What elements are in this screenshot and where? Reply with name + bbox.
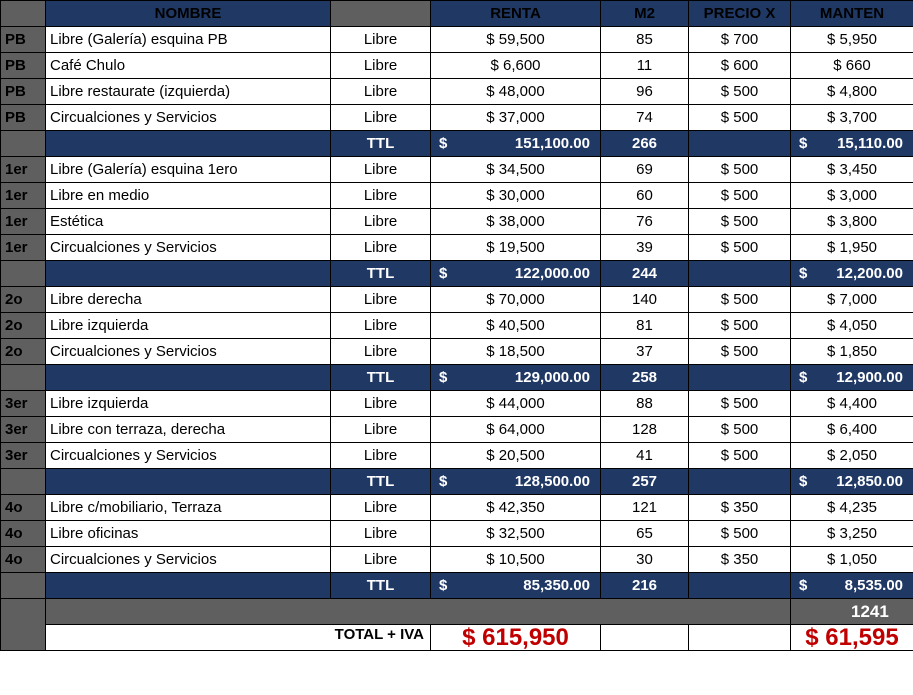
grand-total-row xyxy=(1,625,913,651)
unit-m2: 11 xyxy=(601,53,689,79)
subtotal-manten-currency: $ xyxy=(799,265,808,282)
table-row xyxy=(1,53,913,79)
unit-renta: $ 38,000 xyxy=(431,209,601,235)
subtotal-precio-cell xyxy=(689,469,791,495)
unit-manten: $ 3,700 xyxy=(791,105,913,131)
header-m2: M2 xyxy=(601,1,689,27)
unit-status: Libre xyxy=(331,313,431,339)
table-row xyxy=(1,443,913,469)
total-m2: 1241 xyxy=(791,599,913,625)
subtotal-manten xyxy=(791,469,913,495)
floor-tag: 2o xyxy=(1,313,46,339)
unit-renta: $ 40,500 xyxy=(431,313,601,339)
subtotal-row xyxy=(1,469,913,495)
unit-name: Circualciones y Servicios xyxy=(46,339,331,365)
unit-precio: $ 500 xyxy=(689,339,791,365)
subtotal-renta xyxy=(431,469,601,495)
subtotal-renta-value: 128,500.00 xyxy=(514,473,590,490)
unit-renta: $ 34,500 xyxy=(431,157,601,183)
table-row xyxy=(1,209,913,235)
unit-precio: $ 500 xyxy=(689,287,791,313)
unit-status: Libre xyxy=(331,27,431,53)
subtotal-row xyxy=(1,131,913,157)
total-renta: $ 615,950 xyxy=(431,625,601,651)
unit-precio: $ 500 xyxy=(689,105,791,131)
unit-status: Libre xyxy=(331,105,431,131)
floor-tag: 1er xyxy=(1,157,46,183)
unit-status: Libre xyxy=(331,391,431,417)
table-row xyxy=(1,287,913,313)
unit-manten: $ 3,000 xyxy=(791,183,913,209)
subtotal-renta xyxy=(431,261,601,287)
subtotal-manten xyxy=(791,261,913,287)
subtotal-renta-value: 151,100.00 xyxy=(514,135,590,152)
subtotal-manten-currency: $ xyxy=(799,577,808,594)
unit-name: Libre restaurate (izquierda) xyxy=(46,79,331,105)
total-precio-blank xyxy=(689,625,791,651)
table-row xyxy=(1,183,913,209)
subtotal-manten xyxy=(791,365,913,391)
unit-name: Libre derecha xyxy=(46,287,331,313)
unit-name: Circualciones y Servicios xyxy=(46,105,331,131)
unit-manten: $ 4,400 xyxy=(791,391,913,417)
subtotal-m2: 244 xyxy=(601,261,689,287)
subtotal-manten-currency: $ xyxy=(799,369,808,386)
unit-renta: $ 18,500 xyxy=(431,339,601,365)
unit-name: Circualciones y Servicios xyxy=(46,443,331,469)
unit-status: Libre xyxy=(331,235,431,261)
unit-precio: $ 500 xyxy=(689,209,791,235)
unit-m2: 85 xyxy=(601,27,689,53)
unit-precio: $ 500 xyxy=(689,157,791,183)
subtotal-m2: 257 xyxy=(601,469,689,495)
floor-tag: 2o xyxy=(1,287,46,313)
unit-manten: $ 3,450 xyxy=(791,157,913,183)
subtotal-name-cell xyxy=(46,469,331,495)
total-manten: $ 61,595 xyxy=(791,625,913,651)
unit-precio: $ 500 xyxy=(689,79,791,105)
unit-precio: $ 500 xyxy=(689,183,791,209)
subtotal-label: TTL xyxy=(331,261,431,287)
table-row xyxy=(1,157,913,183)
unit-renta: $ 20,500 xyxy=(431,443,601,469)
unit-name: Café Chulo xyxy=(46,53,331,79)
unit-status: Libre xyxy=(331,53,431,79)
subtotal-precio-cell xyxy=(689,261,791,287)
unit-renta: $ 32,500 xyxy=(431,521,601,547)
unit-precio: $ 500 xyxy=(689,443,791,469)
unit-precio: $ 500 xyxy=(689,521,791,547)
subtotal-row xyxy=(1,573,913,599)
unit-status: Libre xyxy=(331,157,431,183)
unit-precio: $ 350 xyxy=(689,495,791,521)
floor-tag: PB xyxy=(1,27,46,53)
unit-status: Libre xyxy=(331,339,431,365)
unit-manten: $ 3,250 xyxy=(791,521,913,547)
header-precio: PRECIO X xyxy=(689,1,791,27)
unit-m2: 65 xyxy=(601,521,689,547)
subtotal-renta-currency: $ xyxy=(439,135,448,152)
unit-status: Libre xyxy=(331,287,431,313)
subtotal-floor-cell xyxy=(1,261,46,287)
total-m2-blank xyxy=(601,625,689,651)
unit-renta: $ 59,500 xyxy=(431,27,601,53)
subtotal-renta xyxy=(431,365,601,391)
subtotal-renta-currency: $ xyxy=(439,369,448,386)
unit-m2: 60 xyxy=(601,183,689,209)
table-row xyxy=(1,495,913,521)
floor-tag: 4o xyxy=(1,521,46,547)
unit-status: Libre xyxy=(331,547,431,573)
subtotal-precio-cell xyxy=(689,365,791,391)
subtotal-label: TTL xyxy=(331,469,431,495)
unit-renta: $ 64,000 xyxy=(431,417,601,443)
unit-name: Libre en medio xyxy=(46,183,331,209)
table-row xyxy=(1,391,913,417)
summary-floor-cell xyxy=(1,599,46,651)
subtotal-m2: 266 xyxy=(601,131,689,157)
unit-status: Libre xyxy=(331,443,431,469)
subtotal-renta-value: 129,000.00 xyxy=(514,369,590,386)
floor-tag: 3er xyxy=(1,417,46,443)
floor-tag: PB xyxy=(1,105,46,131)
table-row xyxy=(1,27,913,53)
unit-status: Libre xyxy=(331,521,431,547)
unit-m2: 41 xyxy=(601,443,689,469)
table-row xyxy=(1,105,913,131)
subtotal-manten-value: 12,900.00 xyxy=(836,369,903,386)
unit-m2: 69 xyxy=(601,157,689,183)
table-row xyxy=(1,79,913,105)
subtotal-renta-currency: $ xyxy=(439,473,448,490)
subtotal-floor-cell xyxy=(1,365,46,391)
unit-m2: 76 xyxy=(601,209,689,235)
header-floor-cell xyxy=(1,1,46,27)
header-manten: MANTEN xyxy=(791,1,913,27)
unit-precio: $ 350 xyxy=(689,547,791,573)
floor-tag: 4o xyxy=(1,547,46,573)
unit-manten: $ 1,950 xyxy=(791,235,913,261)
unit-renta: $ 30,000 xyxy=(431,183,601,209)
subtotal-name-cell xyxy=(46,573,331,599)
subtotal-manten-currency: $ xyxy=(799,473,808,490)
subtotal-manten-value: 15,110.00 xyxy=(837,135,903,152)
unit-m2: 39 xyxy=(601,235,689,261)
unit-m2: 88 xyxy=(601,391,689,417)
subtotal-manten-value: 12,850.00 xyxy=(836,473,903,490)
subtotal-label: TTL xyxy=(331,573,431,599)
subtotal-m2: 216 xyxy=(601,573,689,599)
unit-name: Circualciones y Servicios xyxy=(46,547,331,573)
unit-name: Libre c/mobiliario, Terraza xyxy=(46,495,331,521)
unit-manten: $ 3,800 xyxy=(791,209,913,235)
header-status-cell xyxy=(331,1,431,27)
subtotal-renta-currency: $ xyxy=(439,265,448,282)
summary-band xyxy=(46,599,791,625)
subtotal-renta-currency: $ xyxy=(439,577,448,594)
floor-tag: 1er xyxy=(1,183,46,209)
table-row xyxy=(1,235,913,261)
floor-tag: 2o xyxy=(1,339,46,365)
unit-precio: $ 500 xyxy=(689,417,791,443)
unit-name: Libre (Galería) esquina PB xyxy=(46,27,331,53)
unit-name: Libre (Galería) esquina 1ero xyxy=(46,157,331,183)
unit-name: Libre izquierda xyxy=(46,313,331,339)
total-iva-label: TOTAL + IVA xyxy=(46,625,431,651)
subtotal-name-cell xyxy=(46,261,331,287)
unit-name: Libre izquierda xyxy=(46,391,331,417)
floor-tag: PB xyxy=(1,79,46,105)
unit-status: Libre xyxy=(331,495,431,521)
subtotal-name-cell xyxy=(46,131,331,157)
unit-m2: 74 xyxy=(601,105,689,131)
subtotal-manten-value: 8,535.00 xyxy=(844,577,903,594)
unit-manten: $ 6,400 xyxy=(791,417,913,443)
unit-renta: $ 70,000 xyxy=(431,287,601,313)
subtotal-name-cell xyxy=(46,365,331,391)
unit-manten: $ 660 xyxy=(791,53,913,79)
summary-row xyxy=(1,599,913,625)
subtotal-renta-value: 85,350.00 xyxy=(523,577,590,594)
unit-precio: $ 500 xyxy=(689,313,791,339)
unit-name: Circualciones y Servicios xyxy=(46,235,331,261)
floor-tag: 3er xyxy=(1,443,46,469)
unit-renta: $ 48,000 xyxy=(431,79,601,105)
header-row xyxy=(1,1,913,27)
subtotal-row xyxy=(1,261,913,287)
unit-name: Libre oficinas xyxy=(46,521,331,547)
unit-manten: $ 1,050 xyxy=(791,547,913,573)
subtotal-manten-currency: $ xyxy=(799,135,808,152)
subtotal-renta xyxy=(431,573,601,599)
subtotal-label: TTL xyxy=(331,131,431,157)
table-row xyxy=(1,313,913,339)
subtotal-renta-value: 122,000.00 xyxy=(514,265,590,282)
table-row xyxy=(1,339,913,365)
table-row xyxy=(1,417,913,443)
subtotal-renta xyxy=(431,131,601,157)
unit-manten: $ 1,850 xyxy=(791,339,913,365)
floor-tag: 1er xyxy=(1,209,46,235)
unit-m2: 81 xyxy=(601,313,689,339)
subtotal-m2: 258 xyxy=(601,365,689,391)
unit-renta: $ 6,600 xyxy=(431,53,601,79)
unit-precio: $ 500 xyxy=(689,235,791,261)
unit-manten: $ 2,050 xyxy=(791,443,913,469)
unit-renta: $ 44,000 xyxy=(431,391,601,417)
subtotal-precio-cell xyxy=(689,573,791,599)
unit-m2: 96 xyxy=(601,79,689,105)
unit-name: Libre con terraza, derecha xyxy=(46,417,331,443)
unit-renta: $ 37,000 xyxy=(431,105,601,131)
unit-renta: $ 42,350 xyxy=(431,495,601,521)
subtotal-floor-cell xyxy=(1,469,46,495)
floor-tag: 3er xyxy=(1,391,46,417)
unit-precio: $ 500 xyxy=(689,391,791,417)
subtotal-row xyxy=(1,365,913,391)
unit-m2: 37 xyxy=(601,339,689,365)
header-renta: RENTA xyxy=(431,1,601,27)
subtotal-manten xyxy=(791,573,913,599)
table-row xyxy=(1,521,913,547)
unit-precio: $ 600 xyxy=(689,53,791,79)
subtotal-precio-cell xyxy=(689,131,791,157)
unit-manten: $ 7,000 xyxy=(791,287,913,313)
floor-tag: PB xyxy=(1,53,46,79)
unit-status: Libre xyxy=(331,183,431,209)
header-nombre: NOMBRE xyxy=(46,1,331,27)
unit-name: Estética xyxy=(46,209,331,235)
unit-renta: $ 19,500 xyxy=(431,235,601,261)
subtotal-label: TTL xyxy=(331,365,431,391)
floor-tag: 4o xyxy=(1,495,46,521)
floor-tag: 1er xyxy=(1,235,46,261)
unit-manten: $ 5,950 xyxy=(791,27,913,53)
unit-status: Libre xyxy=(331,209,431,235)
subtotal-manten-value: 12,200.00 xyxy=(836,265,903,282)
unit-m2: 30 xyxy=(601,547,689,573)
subtotal-manten xyxy=(791,131,913,157)
unit-m2: 121 xyxy=(601,495,689,521)
table-row xyxy=(1,547,913,573)
unit-status: Libre xyxy=(331,417,431,443)
unit-manten: $ 4,800 xyxy=(791,79,913,105)
subtotal-floor-cell xyxy=(1,573,46,599)
unit-manten: $ 4,235 xyxy=(791,495,913,521)
unit-m2: 140 xyxy=(601,287,689,313)
unit-manten: $ 4,050 xyxy=(791,313,913,339)
unit-renta: $ 10,500 xyxy=(431,547,601,573)
unit-status: Libre xyxy=(331,79,431,105)
subtotal-floor-cell xyxy=(1,131,46,157)
unit-m2: 128 xyxy=(601,417,689,443)
unit-precio: $ 700 xyxy=(689,27,791,53)
